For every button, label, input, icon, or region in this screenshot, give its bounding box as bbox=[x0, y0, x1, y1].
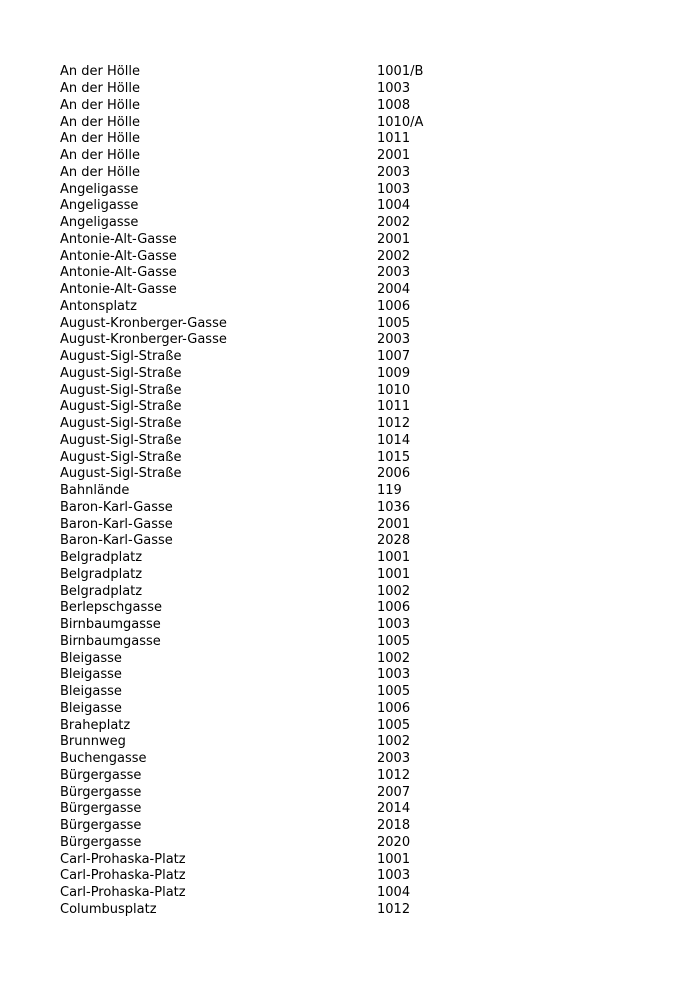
street-name: August-Sigl-Straße bbox=[60, 365, 182, 381]
street-name: Antonsplatz bbox=[60, 298, 137, 314]
street-name: August-Kronberger-Gasse bbox=[60, 315, 227, 331]
table-row bbox=[60, 81, 660, 98]
street-name: An der Hölle bbox=[60, 148, 140, 164]
street-name: Bleigasse bbox=[60, 700, 122, 716]
table-row bbox=[60, 449, 660, 466]
street-name: Carl-Prohaska-Platz bbox=[60, 885, 186, 901]
house-number: 2001 bbox=[377, 148, 411, 164]
house-number: 1005 bbox=[377, 633, 411, 649]
house-number: 1001 bbox=[377, 566, 411, 582]
street-name: Antonie-Alt-Gasse bbox=[60, 265, 177, 281]
table-row bbox=[60, 332, 660, 349]
table-row bbox=[60, 399, 660, 416]
table-row bbox=[60, 483, 660, 500]
house-number: 1006 bbox=[377, 298, 411, 314]
table-row bbox=[60, 784, 660, 801]
house-number: 1008 bbox=[377, 97, 411, 113]
street-name: Belgradplatz bbox=[60, 550, 143, 566]
table-row bbox=[60, 768, 660, 785]
house-number: 1003 bbox=[377, 81, 411, 97]
house-number: 1003 bbox=[377, 868, 411, 884]
house-number: 2001 bbox=[377, 231, 411, 247]
table-row bbox=[60, 433, 660, 450]
street-name: Bleigasse bbox=[60, 667, 122, 683]
house-number: 1007 bbox=[377, 349, 411, 365]
street-name: Columbusplatz bbox=[60, 901, 157, 917]
house-number: 2014 bbox=[377, 801, 411, 817]
table-row bbox=[60, 315, 660, 332]
street-name: August-Kronberger-Gasse bbox=[60, 332, 227, 348]
house-number: 2002 bbox=[377, 248, 411, 264]
house-number: 1001 bbox=[377, 851, 411, 867]
house-number: 119 bbox=[377, 483, 402, 499]
table-row bbox=[60, 64, 660, 81]
table-row bbox=[60, 600, 660, 617]
table-row bbox=[60, 299, 660, 316]
table-row bbox=[60, 583, 660, 600]
table-row bbox=[60, 114, 660, 131]
street-name: Baron-Karl-Gasse bbox=[60, 533, 173, 549]
table-row bbox=[60, 516, 660, 533]
table-row bbox=[60, 416, 660, 433]
street-name: August-Sigl-Straße bbox=[60, 416, 182, 432]
street-name: Antonie-Alt-Gasse bbox=[60, 231, 177, 247]
house-number: 1012 bbox=[377, 901, 411, 917]
house-number: 1010 bbox=[377, 382, 411, 398]
street-name: Bürgergasse bbox=[60, 834, 142, 850]
house-number: 2028 bbox=[377, 533, 411, 549]
house-number: 1011 bbox=[377, 399, 411, 415]
table-row bbox=[60, 617, 660, 634]
table-row bbox=[60, 751, 660, 768]
street-name: Carl-Prohaska-Platz bbox=[60, 868, 186, 884]
table-row bbox=[60, 902, 660, 919]
street-name: Bleigasse bbox=[60, 684, 122, 700]
table-row bbox=[60, 851, 660, 868]
table-row bbox=[60, 198, 660, 215]
street-name: An der Hölle bbox=[60, 114, 140, 130]
table-row bbox=[60, 818, 660, 835]
table-row bbox=[60, 148, 660, 165]
house-number: 1002 bbox=[377, 734, 411, 750]
house-number: 1001 bbox=[377, 550, 411, 566]
table-row bbox=[60, 717, 660, 734]
street-name: Brunnweg bbox=[60, 734, 126, 750]
street-name: Angeligasse bbox=[60, 215, 139, 231]
table-row bbox=[60, 265, 660, 282]
house-number: 1003 bbox=[377, 181, 411, 197]
street-name: Birnbaumgasse bbox=[60, 633, 161, 649]
street-name: Bahnlände bbox=[60, 483, 130, 499]
street-name: Carl-Prohaska-Platz bbox=[60, 851, 186, 867]
house-number: 2006 bbox=[377, 466, 411, 482]
street-name: Angeligasse bbox=[60, 198, 139, 214]
street-name: Braheplatz bbox=[60, 717, 131, 733]
table-row bbox=[60, 131, 660, 148]
street-name: Bürgergasse bbox=[60, 784, 142, 800]
table-row bbox=[60, 868, 660, 885]
house-number: 1010/A bbox=[377, 114, 424, 130]
street-name: An der Hölle bbox=[60, 64, 140, 80]
house-number: 1011 bbox=[377, 131, 411, 147]
table-row bbox=[60, 533, 660, 550]
house-number: 1014 bbox=[377, 432, 411, 448]
table-row bbox=[60, 165, 660, 182]
table-row bbox=[60, 232, 660, 249]
house-number: 1004 bbox=[377, 885, 411, 901]
house-number: 1005 bbox=[377, 684, 411, 700]
table-row bbox=[60, 684, 660, 701]
table-row bbox=[60, 366, 660, 383]
street-name: August-Sigl-Straße bbox=[60, 349, 182, 365]
street-name: Belgradplatz bbox=[60, 583, 143, 599]
street-name: August-Sigl-Straße bbox=[60, 466, 182, 482]
table-row bbox=[60, 567, 660, 584]
house-number: 2004 bbox=[377, 282, 411, 298]
house-number: 1001/B bbox=[377, 64, 424, 80]
table-row bbox=[60, 181, 660, 198]
table-row bbox=[60, 382, 660, 399]
table-row bbox=[60, 215, 660, 232]
street-name: August-Sigl-Straße bbox=[60, 399, 182, 415]
house-number: 1005 bbox=[377, 315, 411, 331]
address-list bbox=[60, 64, 660, 918]
table-row bbox=[60, 634, 660, 651]
house-number: 2003 bbox=[377, 332, 411, 348]
house-number: 1003 bbox=[377, 617, 411, 633]
table-row bbox=[60, 835, 660, 852]
street-name: Bürgergasse bbox=[60, 818, 142, 834]
house-number: 2007 bbox=[377, 784, 411, 800]
house-number: 2003 bbox=[377, 751, 411, 767]
table-row bbox=[60, 667, 660, 684]
street-name: Bürgergasse bbox=[60, 767, 142, 783]
table-row bbox=[60, 701, 660, 718]
house-number: 2018 bbox=[377, 818, 411, 834]
house-number: 1012 bbox=[377, 416, 411, 432]
house-number: 1003 bbox=[377, 667, 411, 683]
house-number: 2003 bbox=[377, 265, 411, 281]
street-name: Antonie-Alt-Gasse bbox=[60, 248, 177, 264]
house-number: 1002 bbox=[377, 583, 411, 599]
street-name: Belgradplatz bbox=[60, 566, 143, 582]
house-number: 1015 bbox=[377, 449, 411, 465]
table-row bbox=[60, 801, 660, 818]
table-row bbox=[60, 248, 660, 265]
house-number: 2001 bbox=[377, 516, 411, 532]
street-name: Bürgergasse bbox=[60, 801, 142, 817]
house-number: 1004 bbox=[377, 198, 411, 214]
house-number: 1012 bbox=[377, 767, 411, 783]
street-name: Birnbaumgasse bbox=[60, 617, 161, 633]
table-row bbox=[60, 500, 660, 517]
street-name: August-Sigl-Straße bbox=[60, 382, 182, 398]
house-number: 1006 bbox=[377, 600, 411, 616]
street-name: An der Hölle bbox=[60, 164, 140, 180]
table-row bbox=[60, 282, 660, 299]
table-row bbox=[60, 349, 660, 366]
table-row bbox=[60, 466, 660, 483]
house-number: 1005 bbox=[377, 717, 411, 733]
house-number: 1009 bbox=[377, 365, 411, 381]
house-number: 1002 bbox=[377, 650, 411, 666]
house-number: 1036 bbox=[377, 499, 411, 515]
street-name: Angeligasse bbox=[60, 181, 139, 197]
house-number: 2002 bbox=[377, 215, 411, 231]
house-number: 2003 bbox=[377, 164, 411, 180]
street-name: August-Sigl-Straße bbox=[60, 449, 182, 465]
street-name: An der Hölle bbox=[60, 131, 140, 147]
table-row bbox=[60, 650, 660, 667]
street-name: Bleigasse bbox=[60, 650, 122, 666]
table-row bbox=[60, 550, 660, 567]
street-name: Antonie-Alt-Gasse bbox=[60, 282, 177, 298]
house-number: 2020 bbox=[377, 834, 411, 850]
street-name: Baron-Karl-Gasse bbox=[60, 499, 173, 515]
table-row bbox=[60, 734, 660, 751]
street-name: An der Hölle bbox=[60, 97, 140, 113]
table-row bbox=[60, 885, 660, 902]
street-name: Berlepschgasse bbox=[60, 600, 163, 616]
table-row bbox=[60, 98, 660, 115]
street-name: An der Hölle bbox=[60, 81, 140, 97]
street-name: Baron-Karl-Gasse bbox=[60, 516, 173, 532]
house-number: 1006 bbox=[377, 700, 411, 716]
street-name: August-Sigl-Straße bbox=[60, 432, 182, 448]
street-name: Buchengasse bbox=[60, 751, 147, 767]
